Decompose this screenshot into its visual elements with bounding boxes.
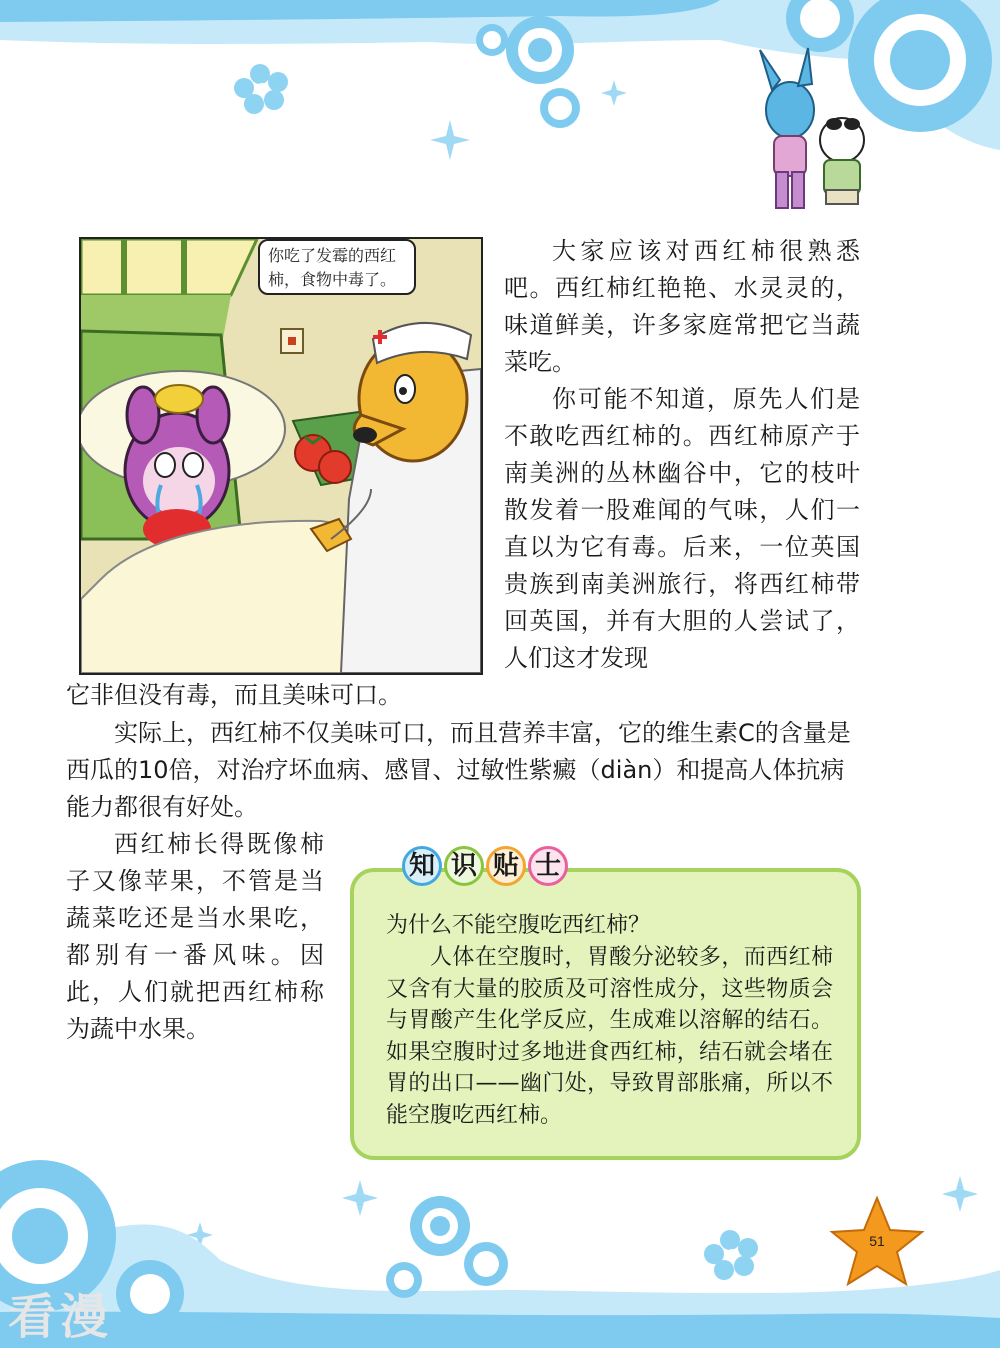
paragraph-intro: 大家应该对西红柿很熟悉吧。西红柿红艳艳、水灵灵的，味道鲜美，许多家庭常把它当蔬菜吃。 (504, 237, 860, 376)
paragraph-history-continued: 它非但没有毒，而且美味可口。 (66, 681, 402, 709)
tip-question: 为什么不能空腹吃西红柿？ (386, 913, 651, 938)
speech-bubble: 你吃了发霉的西红柿，食物中毒了。 (258, 239, 416, 295)
page-number: 51 (869, 1233, 885, 1249)
comic-illustration (79, 237, 483, 675)
tip-badge-zhi: 知 (402, 846, 442, 886)
paragraph-nutrition: 实际上，西红柿不仅美味可口，而且营养丰富，它的维生素C的含量是西瓜的10倍，对治疗坏血病、感冒、过敏性紫癜（diàn）和提高人体抗病能力都很有好处。 (66, 719, 851, 821)
knowledge-tip-header (402, 846, 568, 886)
tip-badge-shi: 识 (444, 846, 484, 886)
tip-badge-shi2: 士 (528, 846, 568, 886)
watermark: 看漫 (8, 1289, 113, 1345)
paragraph-history: 你可能不知道，原先人们是不敢吃西红柿的。西红柿原产于南美洲的丛林幽谷中，它的枝叶散发着一股难闻的气味，人们一直以为它有毒。后来，一位英国贵族到南美洲旅行，将西红柿带回英国，并有大胆的人尝试了，人们这才发现 (504, 385, 860, 672)
tip-badge-tie: 贴 (486, 846, 526, 886)
rabbit-panda-mascot (760, 48, 864, 208)
paragraph-fruit: 西红柿长得既像柿子又像苹果，不管是当蔬菜吃还是当水果吃，都别有一番风味。因此，人们就把西红柿称为蔬中水果。 (66, 830, 324, 1043)
tip-answer: 人体在空腹时，胃酸分泌较多，而西红柿又含有大量的胶质及可溶性成分，这些物质会与胃酸产生化学反应，生成难以溶解的结石。如果空腹时过多地进食西红柿，结石就会堵在胃的出口——幽门处，导致胃部胀痛，所以不能空腹吃西红柿。 (386, 945, 833, 1128)
